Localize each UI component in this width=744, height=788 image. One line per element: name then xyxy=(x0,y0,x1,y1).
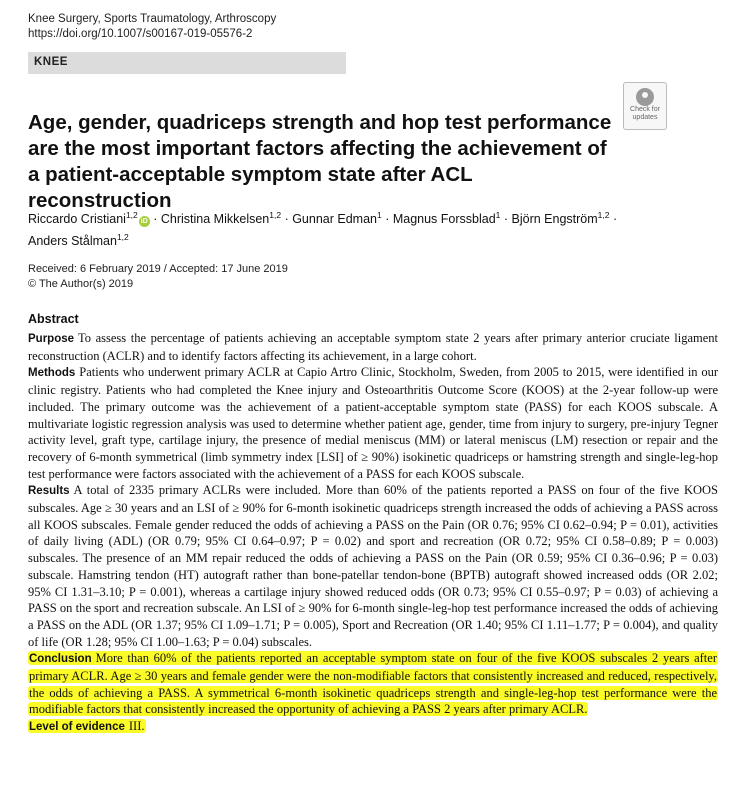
results-label: Results xyxy=(28,485,70,498)
journal-name: Knee Surgery, Sports Traumatology, Arthroscopy xyxy=(28,13,277,25)
purpose-label: Purpose xyxy=(28,333,75,345)
evidence-label: Level of evidence xyxy=(29,721,125,734)
author-name[interactable]: Riccardo Cristiani xyxy=(28,212,126,227)
abstract-results xyxy=(28,482,718,650)
badge-line1: Check for xyxy=(630,106,660,113)
author-name[interactable]: Björn Engström xyxy=(511,212,598,227)
conclusion-text: More than 60% of the patients reported an acceptable symptom state on four of the five KOOS subscales 2 years after primary ACLR. Age ≥ 30 years and female gender were the non-modifiable factors that consistently increased and reduced, respectively, the odds of achieving a PASS. A symmetrical 6-month isokinetic quadriceps strength and single-leg-hop test performance were the modifiable factors that consistently increased the opportunity of achieving a PASS 2 years after primary ACLR. xyxy=(29,651,717,717)
author-affiliation: 1,2 xyxy=(597,210,610,220)
methods-text: Patients who underwent primary ACLR at Capio Artro Clinic, Stockholm, Sweden, from 2005 to 2015, were identified in our clinic registry. Patients who had completed the Knee injury and Osteoarthritis Outcome Score (KOOS) at the 2-year follow-up were included. The primary outcome was the achievement of a patient-acceptable symptom state (PASS) for each KOOS subscale. A multivariate logistic regression analysis was used to determine whether patient age, gender, time from injury to surgery, pre-injury Tegner activity level, graft type, cartilage injury, the presence of medial meniscus (MM) or lateral meniscus (LM) resection or repair and the recovery of 6-month symmetrical (limb symmetry index [LSI] of ≥ 90%) isokinetic quadriceps or hamstring strength and single-leg-hop test performance were factors associated with the achievement of a PASS for each KOOS subscale. xyxy=(28,365,718,481)
received-accepted: Received: 6 February 2019 / Accepted: 17 June 2019 xyxy=(28,263,288,275)
abstract-evidence xyxy=(28,718,718,736)
copyright: © The Author(s) 2019 xyxy=(28,278,134,290)
author-affiliation: 1,2 xyxy=(269,210,282,220)
section-label: KNEE xyxy=(34,56,68,68)
author-list: Riccardo Cristiani$^{1,2}$iD · Christina Mikkelsen$^{1,2}$ · Gunnar Edman$^1$ · Magnus Forssblad$^1$ · Björn Engström$^{1,2}$ · Anders Stålman$^{1,2}$ xyxy=(28,210,618,249)
results-text: A total of 2335 primary ACLRs were included. More than 60% of the patients reported a PASS on four of the five KOOS subscales. Age ≥ 30 years and an LSI of ≥ 90% for 6-month isokinetic quadriceps strength increased the odds of achieving a PASS across all KOOS subscales. Female gender reduced the odds of achieving a PASS on the Pain (OR 0.76; 95% CI 0.62–0.94; P = 0.01), activities of daily living (ADL) (OR 0.79; 95% CI 0.64–0.97; P = 0.02) and sport and recreation (OR 0.72; 95% CI 0.58–0.89; P = 0.003) subscales. The presence of an MM repair reduced the odds of achieving a PASS on the Pain (OR 0.59; 95% CI 0.36–0.96; P = 0.03) subscale. Hamstring tendon (HT) autograft rather than bone-patellar tendon-bone (BPTB) autograft showed increased odds (OR 2.02; 95% CI 1.31–3.10; P = 0.001), whereas a cartilage injury showed reduced odds (OR 0.73; 95% CI 0.55–0.97; P = 0.03) of achieving a PASS on the sport and recreation subscale. An LSI of ≥ 90% for 6-month single-leg-hop test performance increased the odds of achieving a PASS on the ADL (OR 1.37; 95% CI 1.09–1.71; P = 0.005), Sport and Recreation (OR 1.40; 95% CI 1.11–1.77; P = 0.004), and quality of life (OR 1.28; 95% CI 1.00–1.63; P = 0.04) subscales. xyxy=(28,483,718,649)
doi-link[interactable]: https://doi.org/10.1007/s00167-019-05576-2 xyxy=(28,28,253,40)
purpose-text: To assess the percentage of patients achieving an acceptable symptom state 2 years after primary anterior cruciate ligament reconstruction (ACLR) and to identify factors affecting its achievement, in a large cohort. xyxy=(28,331,718,363)
author-affiliation: 1,2 xyxy=(116,232,129,243)
author-affiliation: 1 xyxy=(495,210,501,220)
abstract-purpose xyxy=(28,330,718,364)
abstract-body xyxy=(28,330,718,736)
section-bar xyxy=(28,52,346,74)
conclusion-label: Conclusion xyxy=(29,653,92,666)
abstract-conclusion xyxy=(28,650,718,718)
article-dates xyxy=(28,262,288,292)
author-affiliation: 1 xyxy=(376,210,382,220)
author-name[interactable]: Christina Mikkelsen xyxy=(160,212,270,227)
badge-line2: updates xyxy=(632,114,658,121)
abstract-methods xyxy=(28,364,718,482)
check-for-updates-badge[interactable] xyxy=(623,82,667,130)
methods-label: Methods xyxy=(28,367,76,380)
check-for-updates-icon xyxy=(636,88,654,106)
article-title: Age, gender, quadriceps strength and hop test performance are the most important factors affecting the achievement of a patient-acceptable symptom state after ACL reconstruction xyxy=(28,111,612,212)
orcid-icon[interactable]: iD xyxy=(140,218,148,226)
journal-header xyxy=(28,12,276,42)
evidence-text: III. xyxy=(128,719,145,734)
abstract-heading: Abstract xyxy=(28,312,79,326)
author-name[interactable]: Magnus Forssblad xyxy=(392,212,496,227)
author-name[interactable]: Anders Stålman xyxy=(28,234,117,249)
author-name[interactable]: Gunnar Edman xyxy=(292,212,377,227)
author-affiliation: 1,2 xyxy=(125,210,138,220)
